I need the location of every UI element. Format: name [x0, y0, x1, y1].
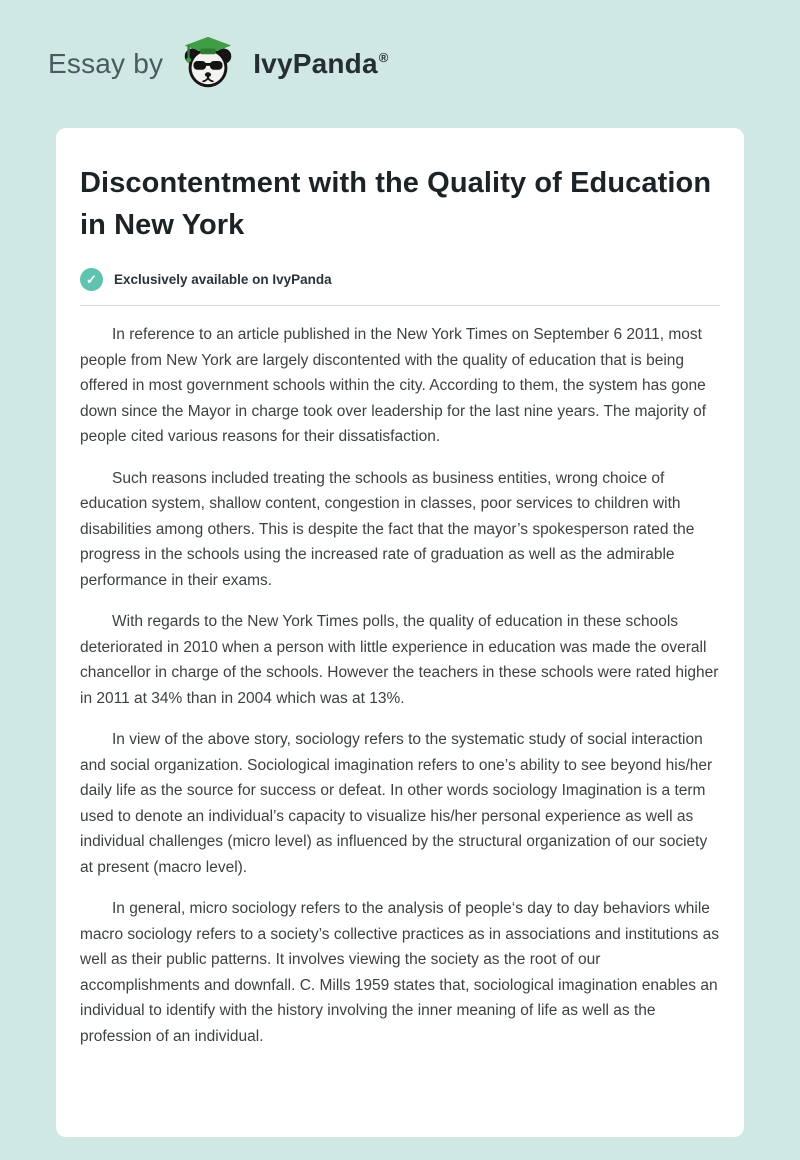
- availability-badge-label: Exclusively available on IvyPanda: [114, 272, 332, 287]
- registered-mark: ®: [378, 50, 389, 65]
- brand-wordmark: [253, 48, 388, 80]
- check-icon: ✓: [80, 268, 103, 291]
- brand-name: IvyPanda: [253, 48, 378, 79]
- essay-paragraph: In reference to an article published in the New York Times on September 6 2011, most people from New York are largely discontented with the quality of education that is being offered in most government schools within the city. According to them, the system has gone down since the Mayor in charge took over leadership for the last nine years. The majority of people cited various reasons for their dissatisfaction.: [80, 326, 707, 445]
- essay-body: [80, 322, 720, 1049]
- essay-card: [56, 128, 744, 1137]
- essay-paragraph: Such reasons included treating the schools as business entities, wrong choice of education system, shallow content, congestion in classes, poor services to children with disabilities among others. This is despite the fact that the mayor’s spokesperson rated the progress in the schools using the increased rate of graduation as well as the admirable performance in their exams.: [80, 469, 695, 589]
- essay-by-label: Essay by: [48, 48, 164, 79]
- availability-badge: [80, 268, 720, 291]
- essay-paragraph: With regards to the New York Times polls, the quality of education in these schools deteriorated in 2010 when a person with little experience in education was made the overall chancellor in charge of the schools. However the teachers in these schools were rated higher in 2011 at 34% than in 2004 which was at 13%.: [80, 613, 719, 707]
- page-title: Discontentment with the Quality of Education in New York: [80, 167, 712, 241]
- essay-paragraph: In view of the above story, sociology refers to the systematic study of social interaction and social organization. Sociological imagination refers to one’s ability to see beyond his/her daily life as the source for success or defeat. In other words sociology Imagination is a term used to denote an individual’s capacity to visualize his/her personal experience as well as individual challenges (micro level) as influenced by the structural organization of our society at present (macro level).: [80, 731, 713, 876]
- divider: [80, 305, 720, 306]
- ivypanda-logo-icon: [177, 35, 239, 93]
- essay-paragraph: In general, micro sociology refers to the analysis of people‘s day to day behaviors while macro sociology refers to a society’s collective practices as in associations and institutions as well as their public patterns. It involves viewing the society as the root of our accomplishments and downfall. C. Mills 1959 states that, sociological imagination enables an individual to identify with the history involving the inner meaning of life as well as the profession of an individual.: [80, 900, 719, 1045]
- header: [0, 0, 800, 92]
